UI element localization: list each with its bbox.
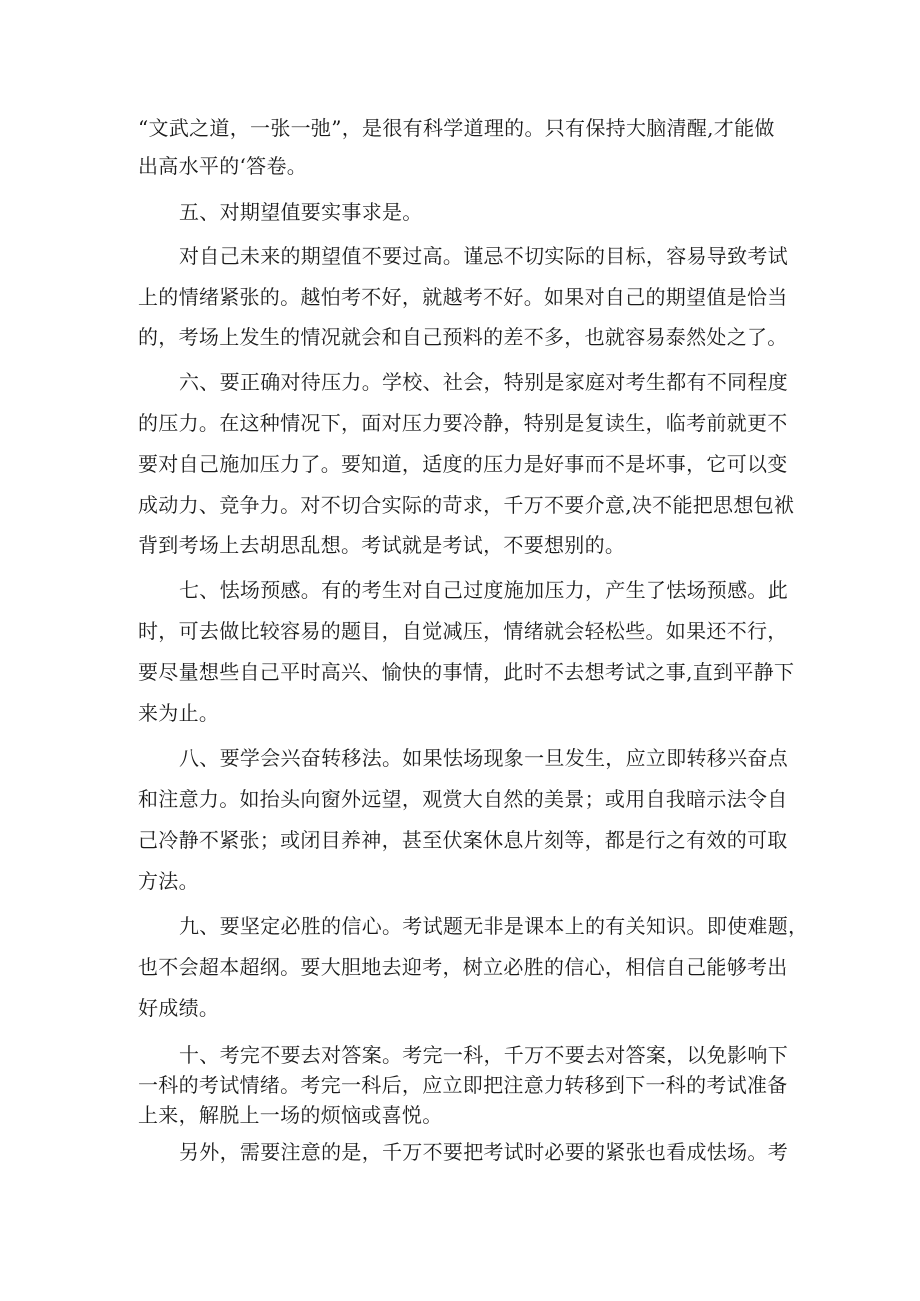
paragraph-line: 一科的考试情绪。考完一科后，应立即把注意力转移到下一科的考试准备: [138, 1073, 788, 1097]
paragraph-line: 的压力。在这种情况下，面对压力要冷静，特别是复读生，临考前就更不: [138, 411, 788, 435]
paragraph-line: 十、考完不要去对答案。考完一科，千万不要去对答案，以免影响下: [179, 1043, 788, 1067]
paragraph-line: 上来，解脱上一场的烦恼或喜悦。: [138, 1103, 443, 1127]
paragraph-line: 七、怯场预感。有的考生对自己过度施加压力，产生了怯场预感。此: [179, 578, 788, 602]
paragraph-line: 好成绩。: [138, 996, 220, 1020]
paragraph-line: 也不会超本超纲。要大胆地去迎考，树立必胜的信心，相信自己能够考出: [138, 955, 788, 979]
paragraph-line: 和注意力。如抬头向窗外远望，观赏大自然的美景；或用自我暗示法令自: [138, 787, 788, 811]
paragraph-line: 出高水平的‘答卷。: [138, 154, 308, 178]
paragraph-line: 己冷静不紧张；或闭目养神，甚至伏案休息片刻等，都是行之有效的可取: [138, 828, 788, 852]
paragraph-line: 要对自己施加压力了。要知道，适度的压力是好事而不是坏事，它可以变: [138, 452, 788, 476]
paragraph-line: 九、要坚定必胜的信心。考试题无非是课本上的有关知识。即使难题，: [179, 914, 809, 938]
section-heading: 五、对期望值要实事求是。: [179, 200, 423, 224]
paragraph-line: 六、要正确对待压力。学校、社会，特别是家庭对考生都有不同程度: [179, 370, 788, 394]
paragraph-line: 的，考场上发生的情况就会和自己预料的差不多，也就容易泰然处之了。: [138, 325, 788, 349]
paragraph-line: 背到考场上去胡思乱想。考试就是考试，不要想别的。: [138, 533, 626, 557]
paragraph-line: “文武之道，一张一弛”，是很有科学道理的。只有保持大脑清醒,才能做: [138, 116, 775, 140]
paragraph-line: 对自己未来的期望值不要过高。谨忌不切实际的目标，容易导致考试: [179, 244, 788, 268]
paragraph-line: 来为止。: [138, 701, 220, 725]
paragraph-line: 上的情绪紧张的。越怕考不好，就越考不好。如果对自己的期望值是恰当: [138, 285, 788, 309]
paragraph-line: 方法。: [138, 869, 199, 893]
paragraph-line: 成动力、竞争力。对不切合实际的苛求，千万不要介意,决不能把思想包袱: [138, 493, 795, 517]
paragraph-line: 八、要学会兴奋转移法。如果怯场现象一旦发生，应立即转移兴奋点: [179, 746, 788, 770]
paragraph-line: 时，可去做比较容易的题目，自觉减压，情绪就会轻松些。如果还不行，: [138, 619, 788, 643]
paragraph-line: 另外，需要注意的是，千万不要把考试时必要的紧张也看成怯场。考: [179, 1140, 788, 1164]
paragraph-line: 要尽量想些自己平时高兴、愉快的事情，此时不去想考试之事,直到平静下: [138, 660, 795, 684]
